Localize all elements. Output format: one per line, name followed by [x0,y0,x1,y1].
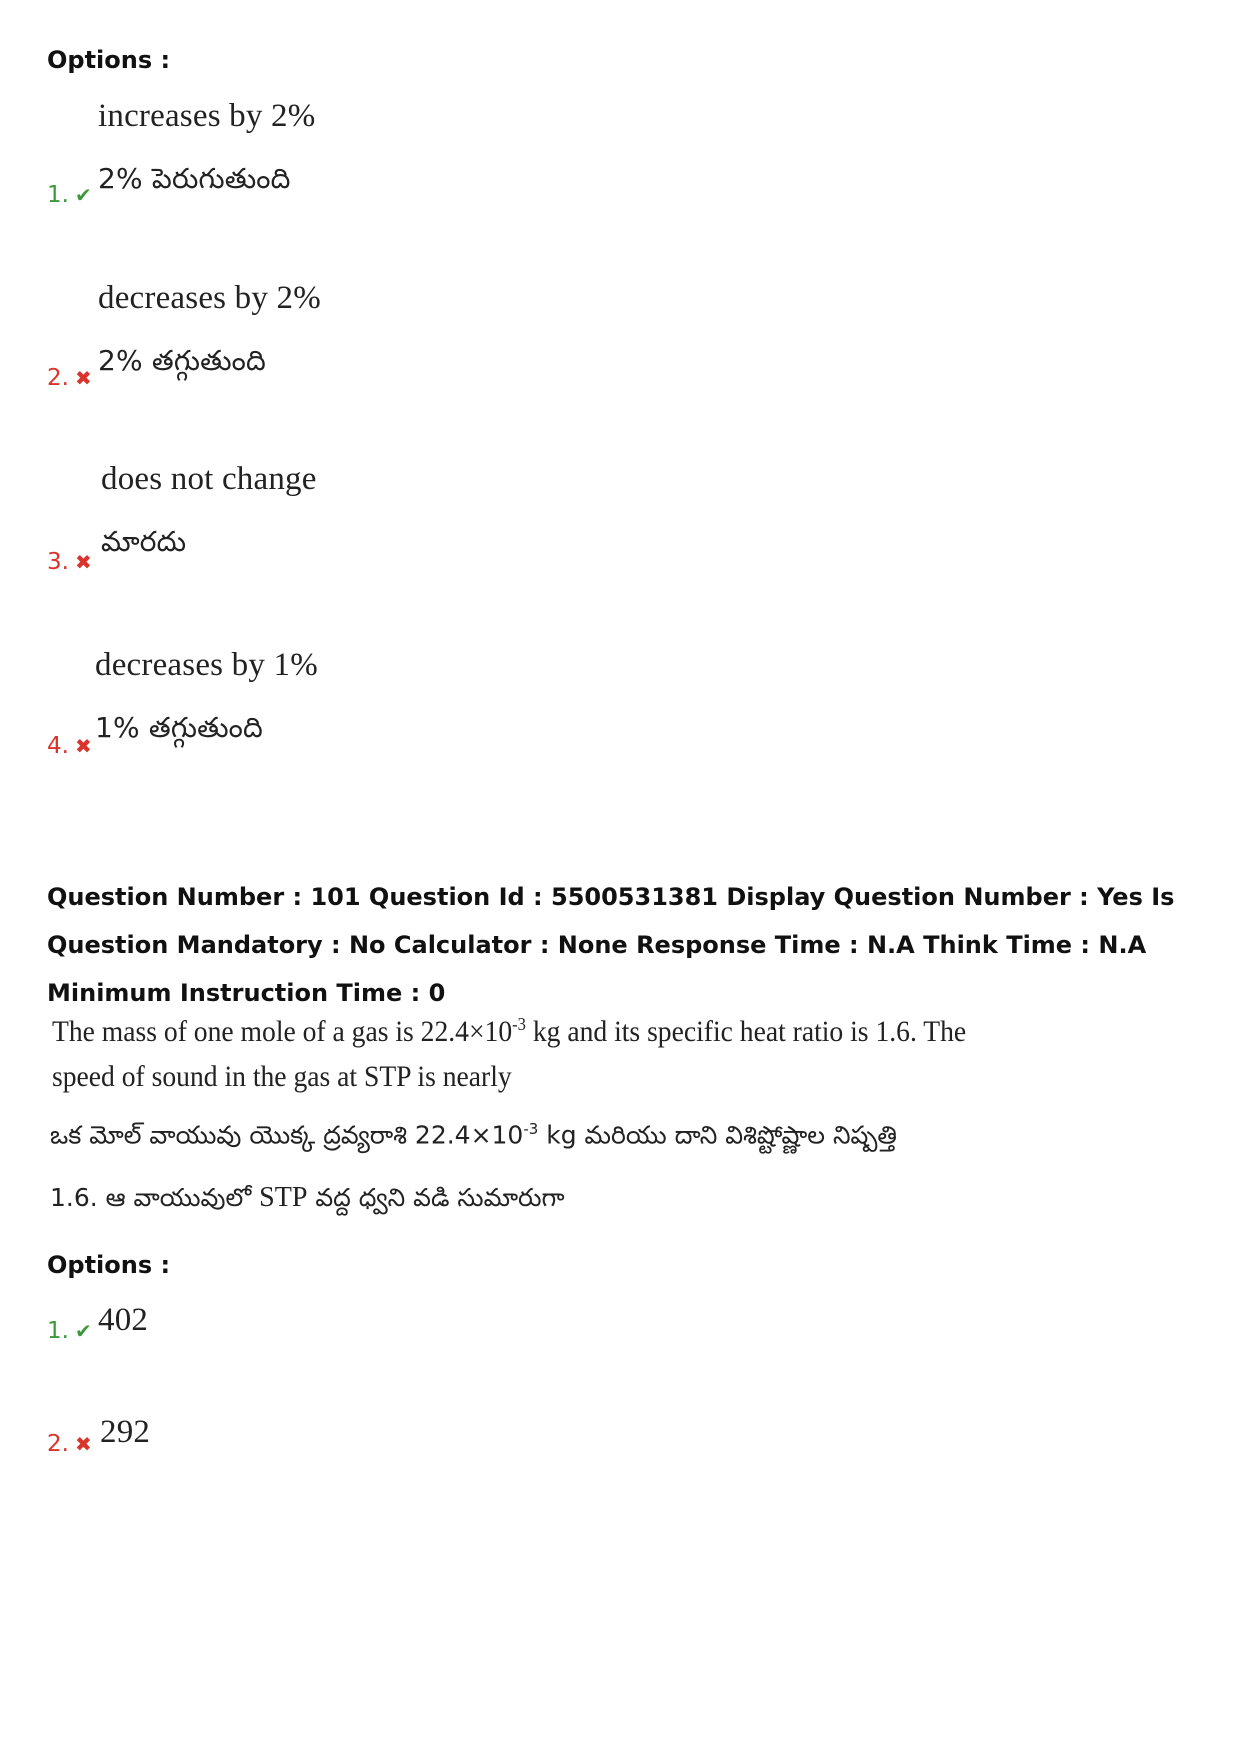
option-number-label: 4. [47,733,69,759]
option-1-english: increases by 2% [98,98,316,134]
cross-icon: ✖ [74,734,92,758]
option-3-english: does not change [101,461,317,497]
question-english-line-2: speed of sound in the gas at STP is nearly [52,1060,512,1093]
question-telugu-line-2-part-c: వద్ద ధ్వని వడి సుమారుగా [307,1183,565,1212]
question-telugu-line-1-part-b: kg మరియు దాని విశిష్టోష్ణాల నిష్పత్తి [538,1120,897,1150]
option-4-english: decreases by 1% [95,647,318,683]
option-4-telugu-text: 1% తగ్గుతుంది [95,711,263,744]
check-icon: ✔ [74,1319,92,1343]
option-number-label: 2. [47,1431,69,1457]
cross-icon: ✖ [74,366,92,390]
cross-icon: ✖ [74,1432,92,1456]
option-2-telugu-text: 2% తగ్గుతుంది [98,344,266,377]
option-3-number [47,549,92,575]
option-2-value: 292 [100,1414,151,1450]
exponent: -3 [512,1014,526,1034]
option-3-telugu-text: మారదు [101,525,187,558]
option-1-value: 402 [98,1302,149,1338]
question-telugu-line-2-part-a: 1.6. ఆ వాయువులో [50,1183,260,1212]
question-telugu-line-1 [50,1120,897,1156]
option-2-number [47,1431,92,1457]
cross-icon: ✖ [74,550,92,574]
option-3-telugu [101,523,186,565]
question-meta: Question Number : 101 Question Id : 5500531381 Display Question Number : Yes Is Question Mandatory : No Calculator : None Response Time : N.A Think Time : N.A Minimum Instruction Time : 0 [47,883,1175,1007]
option-1-number [47,182,92,208]
question-telugu-line-2-stp: STP [259,1182,308,1213]
option-number-label: 1. [47,1318,69,1344]
question-english-line-1-part-a: The mass of one mole of a gas is 22.4×10 [52,1015,513,1048]
question-telugu-line-1-part-a: ఒక మోల్ వాయువు యొక్క ద్రవ్యరాశి 22.4×10 [50,1120,524,1150]
option-1-number [47,1318,92,1344]
question-telugu-line-2 [50,1182,565,1219]
option-4-number [47,733,92,759]
check-icon: ✔ [74,183,92,207]
exponent: -3 [523,1120,539,1138]
question-english-line-1-part-b: kg and its specific heat ratio is 1.6. The [525,1015,967,1048]
options-heading: Options : [47,46,171,74]
option-number-label: 3. [47,549,69,575]
option-number-label: 2. [47,365,69,391]
option-1-telugu-text: 2% పెరుగుతుంది [98,162,291,195]
option-1-telugu [98,160,291,202]
option-4-telugu [95,709,263,751]
option-number-label: 1. [47,182,69,208]
options-heading: Options : [47,1251,171,1279]
option-2-english: decreases by 2% [98,280,321,316]
option-2-number [47,365,92,391]
question-english-line-1 [52,1014,966,1049]
option-2-telugu [98,342,266,384]
